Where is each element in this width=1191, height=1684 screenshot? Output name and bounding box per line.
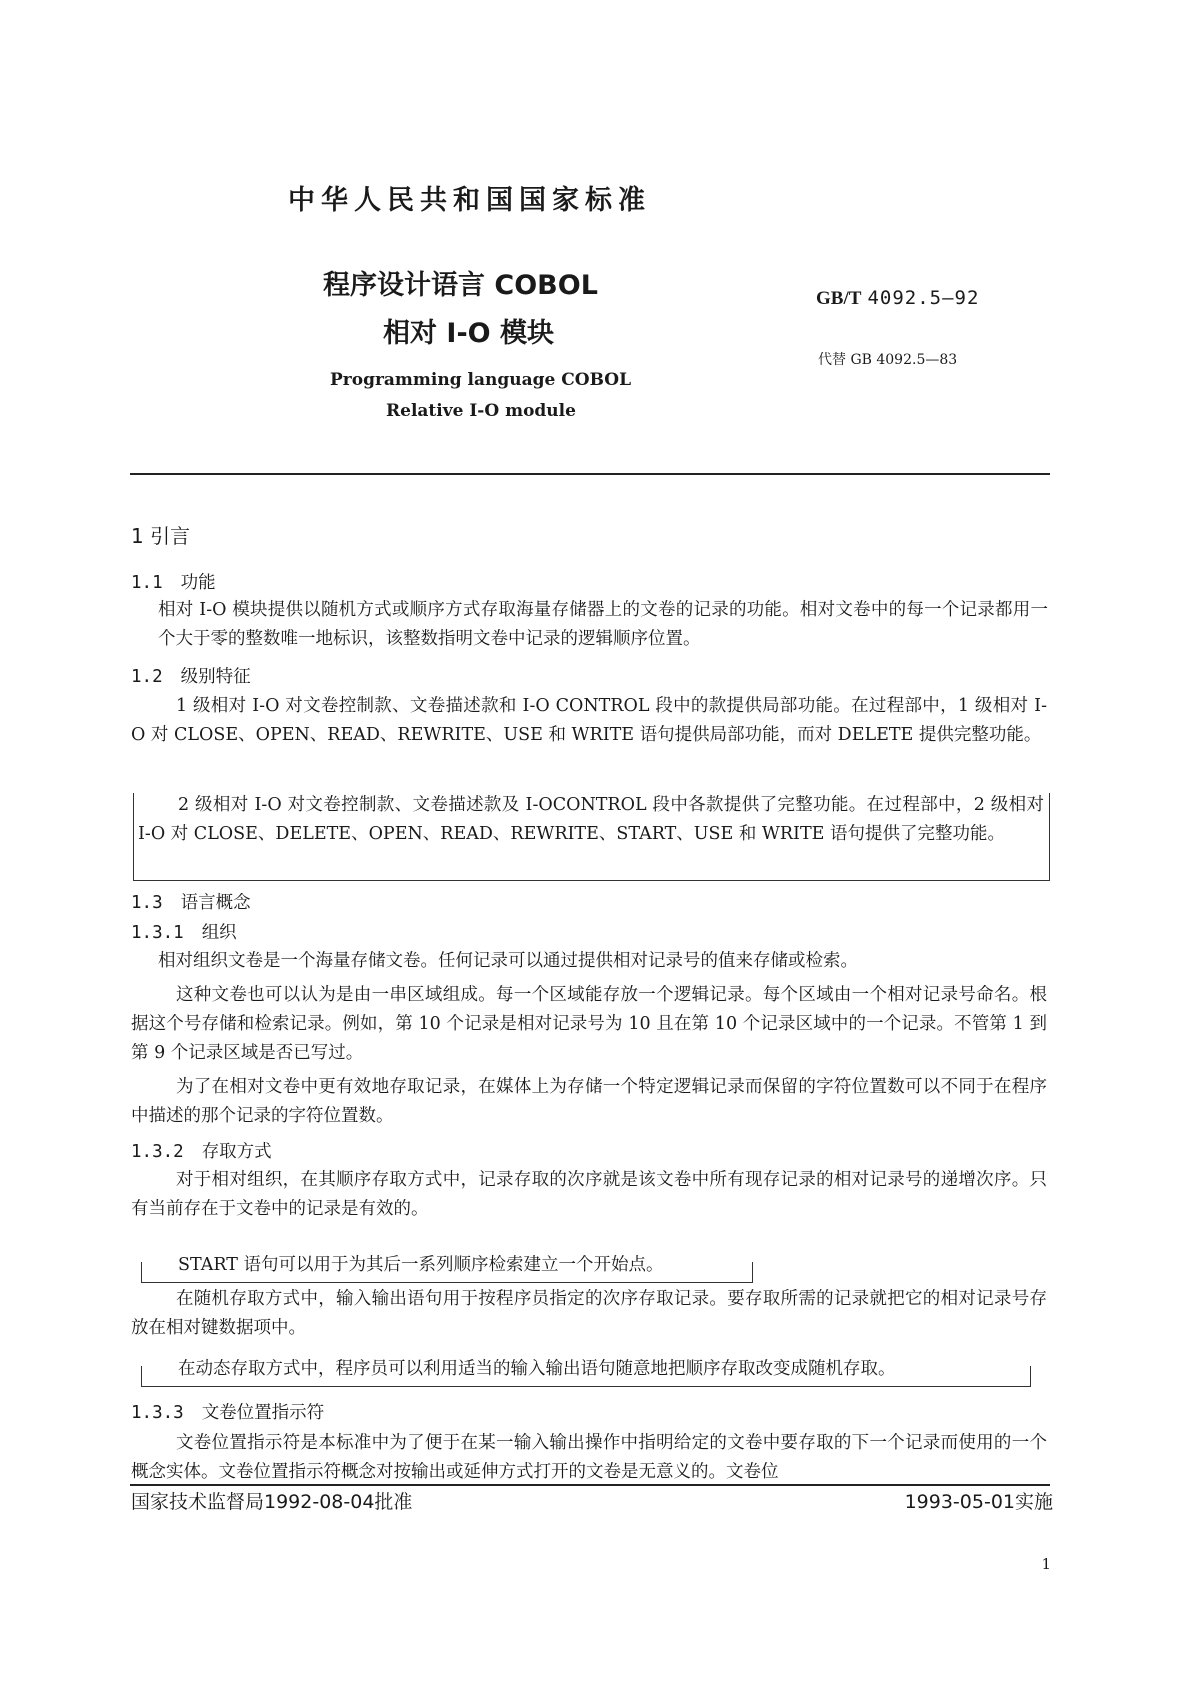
effective-date: 1993-05-01实施 — [904, 1491, 1053, 1513]
standard-code-prefix: GB/T — [816, 288, 862, 309]
paragraph-position-indicator: 文卷位置指示符是本标准中为了便于在某一输入输出操作中指明给定的文卷中要存取的下一个记录而使用的一个概念实体。文卷位置指示符概念对按输出或延伸方式打开的文卷是无意义的。文卷位 — [131, 1433, 1047, 1482]
title-english-line2: Relative I-O module — [386, 401, 576, 421]
section-1-3-2-heading — [131, 1138, 272, 1163]
section-title: 功能 — [180, 573, 216, 593]
section-1-3-3-heading — [131, 1399, 324, 1424]
section-1-3-1-heading — [131, 919, 237, 944]
paragraph-organization-1: 相对组织文卷是一个海量存储文卷。任何记录可以通过提供相对记录号的值来存储或检索。 — [158, 951, 858, 971]
paragraph-access-2: START 语句可以用于为其后一系列顺序检索建立一个开始点。 — [178, 1255, 664, 1275]
section-number: 1.3.1 — [131, 923, 184, 943]
section-title: 组织 — [201, 923, 237, 943]
section-number: 1.3.2 — [131, 1142, 184, 1162]
paragraph-access-1: 对于相对组织，在其顺序存取方式中，记录存取的次序就是该文卷中所有现存记录的相对记录号的递增次序。只有当前存在于文卷中的记录是有效的。 — [131, 1170, 1047, 1219]
paragraph-organization-2: 这种文卷也可以认为是由一串区域组成。每一个区域能存放一个逻辑记录。每个区域由一个相对记录号命名。根据这个号存储和检索记录。例如，第 10 个记录是相对记录号为 10 且在第 10 个记录区域中的一个记录。不管第 1 到第 9 个记录区域是否已写过。 — [131, 985, 1047, 1063]
section-title: 存取方式 — [201, 1142, 272, 1162]
title-chinese-line2: 相对 I-O 模块 — [383, 318, 555, 349]
title-chinese-line1: 程序设计语言 COBOL — [323, 270, 598, 301]
section-title: 文卷位置指示符 — [201, 1403, 325, 1423]
paragraph-access-3: 在随机存取方式中，输入输出语句用于按程序员指定的次序存取记录。要存取所需的记录就把它的相对记录号存放在相对键数据项中。 — [131, 1289, 1047, 1338]
section-number: 1.3.3 — [131, 1403, 184, 1423]
standard-code-number: 4092.5—92 — [867, 287, 980, 309]
replaces-note: 代替 GB 4092.5—83 — [818, 352, 958, 368]
section-1-heading: 1 引言 — [131, 524, 191, 548]
section-title: 级别特征 — [180, 667, 251, 687]
approval-date: 国家技术监督局1992-08-04批准 — [131, 1491, 413, 1513]
section-1-1-heading — [131, 569, 216, 594]
header-divider — [130, 473, 1050, 475]
paragraph-level-2: 2 级相对 I-O 对文卷控制款、文卷描述款及 I-OCONTROL 段中各款提供了完整功能。在过程部中，2 级相对 I-O 对 CLOSE、DELETE、OPEN、READ、REWRITE、START、USE 和 WRITE 语句提供了完整功能。 — [138, 795, 1044, 844]
title-english-line1: Programming language COBOL — [330, 370, 632, 390]
paragraph-access-4: 在动态存取方式中，程序员可以利用适当的输入输出语句随意地把顺序存取改变成随机存取。 — [178, 1359, 896, 1379]
section-number: 1.1 — [131, 573, 163, 593]
paragraph-level-1: 1 级相对 I-O 对文卷控制款、文卷描述款和 I-O CONTROL 段中的款提供局部功能。在过程部中，1 级相对 I-O 对 CLOSE、OPEN、READ、REWRITE、USE 和 WRITE 语句提供局部功能，而对 DELETE 提供完整功能。 — [131, 696, 1047, 745]
footer-divider — [130, 1484, 1050, 1486]
section-number: 1.2 — [131, 667, 163, 687]
page-number: 1 — [1041, 1555, 1051, 1573]
issuing-organization: 中华人民共和国国家标准 — [288, 185, 651, 216]
section-number: 1.3 — [131, 893, 163, 913]
section-title: 语言概念 — [180, 893, 251, 913]
section-1-2-heading — [131, 663, 251, 688]
paragraph-function: 相对 I-O 模块提供以随机方式或顺序方式存取海量存储器上的文卷的记录的功能。相对文卷中的每一个记录都用一个大于零的整数唯一地标识，该整数指明文卷中记录的逻辑顺序位置。 — [158, 600, 1048, 649]
standard-code — [816, 287, 979, 310]
section-1-3-heading — [131, 889, 251, 914]
paragraph-organization-3: 为了在相对文卷中更有效地存取记录，在媒体上为存储一个特定逻辑记录而保留的字符位置数可以不同于在程序中描述的那个记录的字符位置数。 — [131, 1077, 1047, 1126]
